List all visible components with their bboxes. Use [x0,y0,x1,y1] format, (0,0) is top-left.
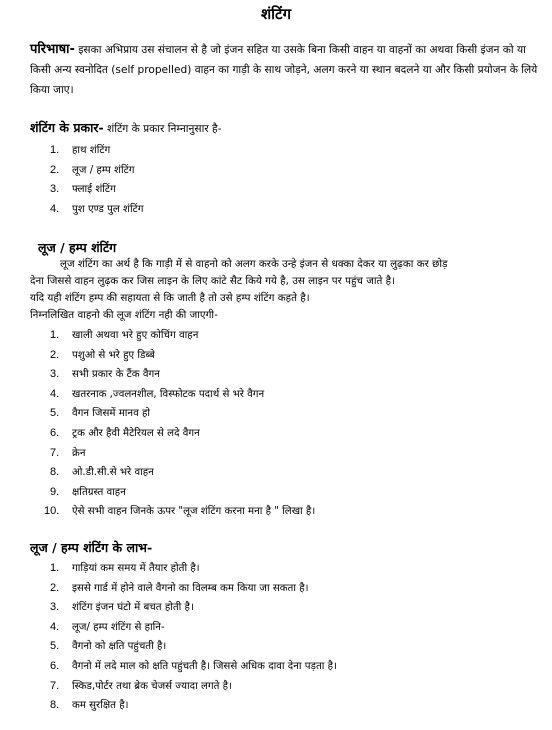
list-item-text: ऐसे सभी वाहन जिनके ऊपर "लूज शंटिंग करना मना है " लिखा है। [72,506,316,518]
list-item-text: ओ.डी.सी.से भरे वाहन [72,467,154,479]
list-item [30,385,315,405]
list-item-text: कम सुरक्षित है। [72,700,129,712]
list-item-text: वैगन जिसमें मानव हो [72,408,151,420]
list-item [30,483,315,503]
list-item-text: ट्रक और हैवी मैटेरियल से लदे वैगन [72,427,200,439]
list-item-text: क्षतिग्रस्त वाहन [72,486,126,498]
list-item-text: खाली अथवा भरे हुए कोचिंग वाहन [72,330,199,341]
list-item-number: 8. [50,699,60,712]
loose-line-1: लूज शंटिंग का अर्थ है कि गाड़ी में से वाहनो को अलग करके उन्हे इंजन से धक्का देकर या लुढ़का कर छोड़ [60,258,448,270]
list-item [30,326,315,346]
list-item-text: इससे गार्ड में होने वाले वैगनो का विलम्ब कम किया जा सकता है। [72,582,309,594]
list-item [30,657,337,677]
definition-label: परिभाषा- [30,42,75,57]
list-item-text: पुश एण्ड पुल शंटिंग [72,203,144,215]
list-item-text: क्रेन [72,447,86,459]
list-item-number: 3. [50,183,60,196]
list-item-number: 3. [50,368,60,381]
list-item-number: 8. [50,466,60,479]
list-item [30,696,337,716]
benefits-list [30,559,337,716]
definition-text: इसका अभिप्राय उस संचालन से है जो इंजन सहित या उसके बिना किसी वाहन या वाहनों का अथवा किसी इंजन को या किसी अन्य स्वनोदित (self propelled) वाहन का गाड़ी के साथ जोड़ने, अलग करने या स्थान बदलने या और किसी प्रयोजन के लिये किया जाए। [30,44,538,96]
list-item [30,579,337,599]
list-item-number: 2. [50,581,60,594]
definition-paragraph [30,40,538,100]
types-heading-line [30,118,222,139]
list-item-number: 4. [50,387,60,400]
list-item [30,141,143,161]
loose-heading: लूज / हम्प शंटिंग [38,240,117,255]
list-item-text: खतरनाक ,ज्वलनशील, विस्फोटक पदार्थ से भरे वैगन [72,388,265,400]
list-item [30,346,315,366]
types-list [30,141,143,219]
list-item-number: 6. [50,659,60,672]
list-item-number: 7. [50,446,60,459]
list-item-number: 10. [44,505,60,518]
page-title: शंटिंग [260,5,292,23]
list-item-text: लूज/ हम्प शंटिंग से हानि- [72,621,165,633]
list-item-text: सभी प्रकार के टैंक वैगन [72,369,160,381]
list-item-text: हाथ शंटिंग [72,145,111,156]
list-item [30,424,315,444]
loose-line-3: यदि यही शंटिंग हम्प की सहायता से कि जाती है तो उसे हम्प शंटिंग कहते है। [30,292,310,304]
list-item-number: 2. [50,348,60,361]
list-item [30,444,315,464]
list-item [30,559,337,579]
list-item-text: वैगनो को क्षति पहुंचती है। [72,641,167,653]
list-item [30,677,337,697]
list-item-number: 5. [50,640,60,653]
list-item-number: 4. [50,202,60,215]
list-item-number: 6. [50,426,60,439]
list-item-text: लूज / हम्प शंटिंग [72,164,135,176]
list-item-number: 9. [50,485,60,498]
loose-line-2: देना जिससे वाहन लुढ़क कर जिस लाइन के लिए कांटे सैट किये गये है, उस लाइन पर पहुंच जाते है। [30,275,396,287]
list-item [30,618,337,638]
benefits-heading: लूज / हम्प शंटिंग के लाभ- [30,540,153,555]
list-item-text: पशुओ से भरे हुए डिब्बे [72,349,155,361]
list-item-number: 2. [50,163,60,176]
list-item [30,200,143,220]
loose-list [30,326,315,522]
list-item-number: 1. [50,144,60,156]
list-item-number: 1. [50,562,60,574]
types-intro: शंटिंग के प्रकार निम्नानुसार है- [103,123,222,135]
list-item-number: 5. [50,407,60,420]
list-item [30,161,143,181]
list-item-number: 7. [50,679,60,692]
list-item-text: गाड़ियां कम समय में तैयार होती है। [72,563,200,574]
list-item [30,502,315,522]
list-item-number: 3. [50,601,60,614]
types-heading: शंटिंग के प्रकार- [30,120,104,135]
list-item [30,598,337,618]
list-item [30,180,143,200]
list-item [30,637,337,657]
list-item-text: शंटिंग इंजन घंटो में बचत होती है। [72,602,194,614]
list-item [30,365,315,385]
list-item-text: फ्लाई शंटिंग [72,184,116,196]
loose-line-4: निम्नलिखित वाहनो की लूज शंटिंग नही की जाएगी- [30,309,218,321]
list-item-text: स्किड,पोर्टर तथा ब्रेक चेजर्स ज्यादा लगते है। [72,680,232,692]
list-item-number: 1. [50,329,60,341]
list-item [30,463,315,483]
list-item [30,404,315,424]
list-item-text: वैगनो में लदे माल को क्षति पहुंचती है। जिससे अधिक दावा देना पड़ता है। [72,660,337,672]
list-item-number: 4. [50,620,60,633]
